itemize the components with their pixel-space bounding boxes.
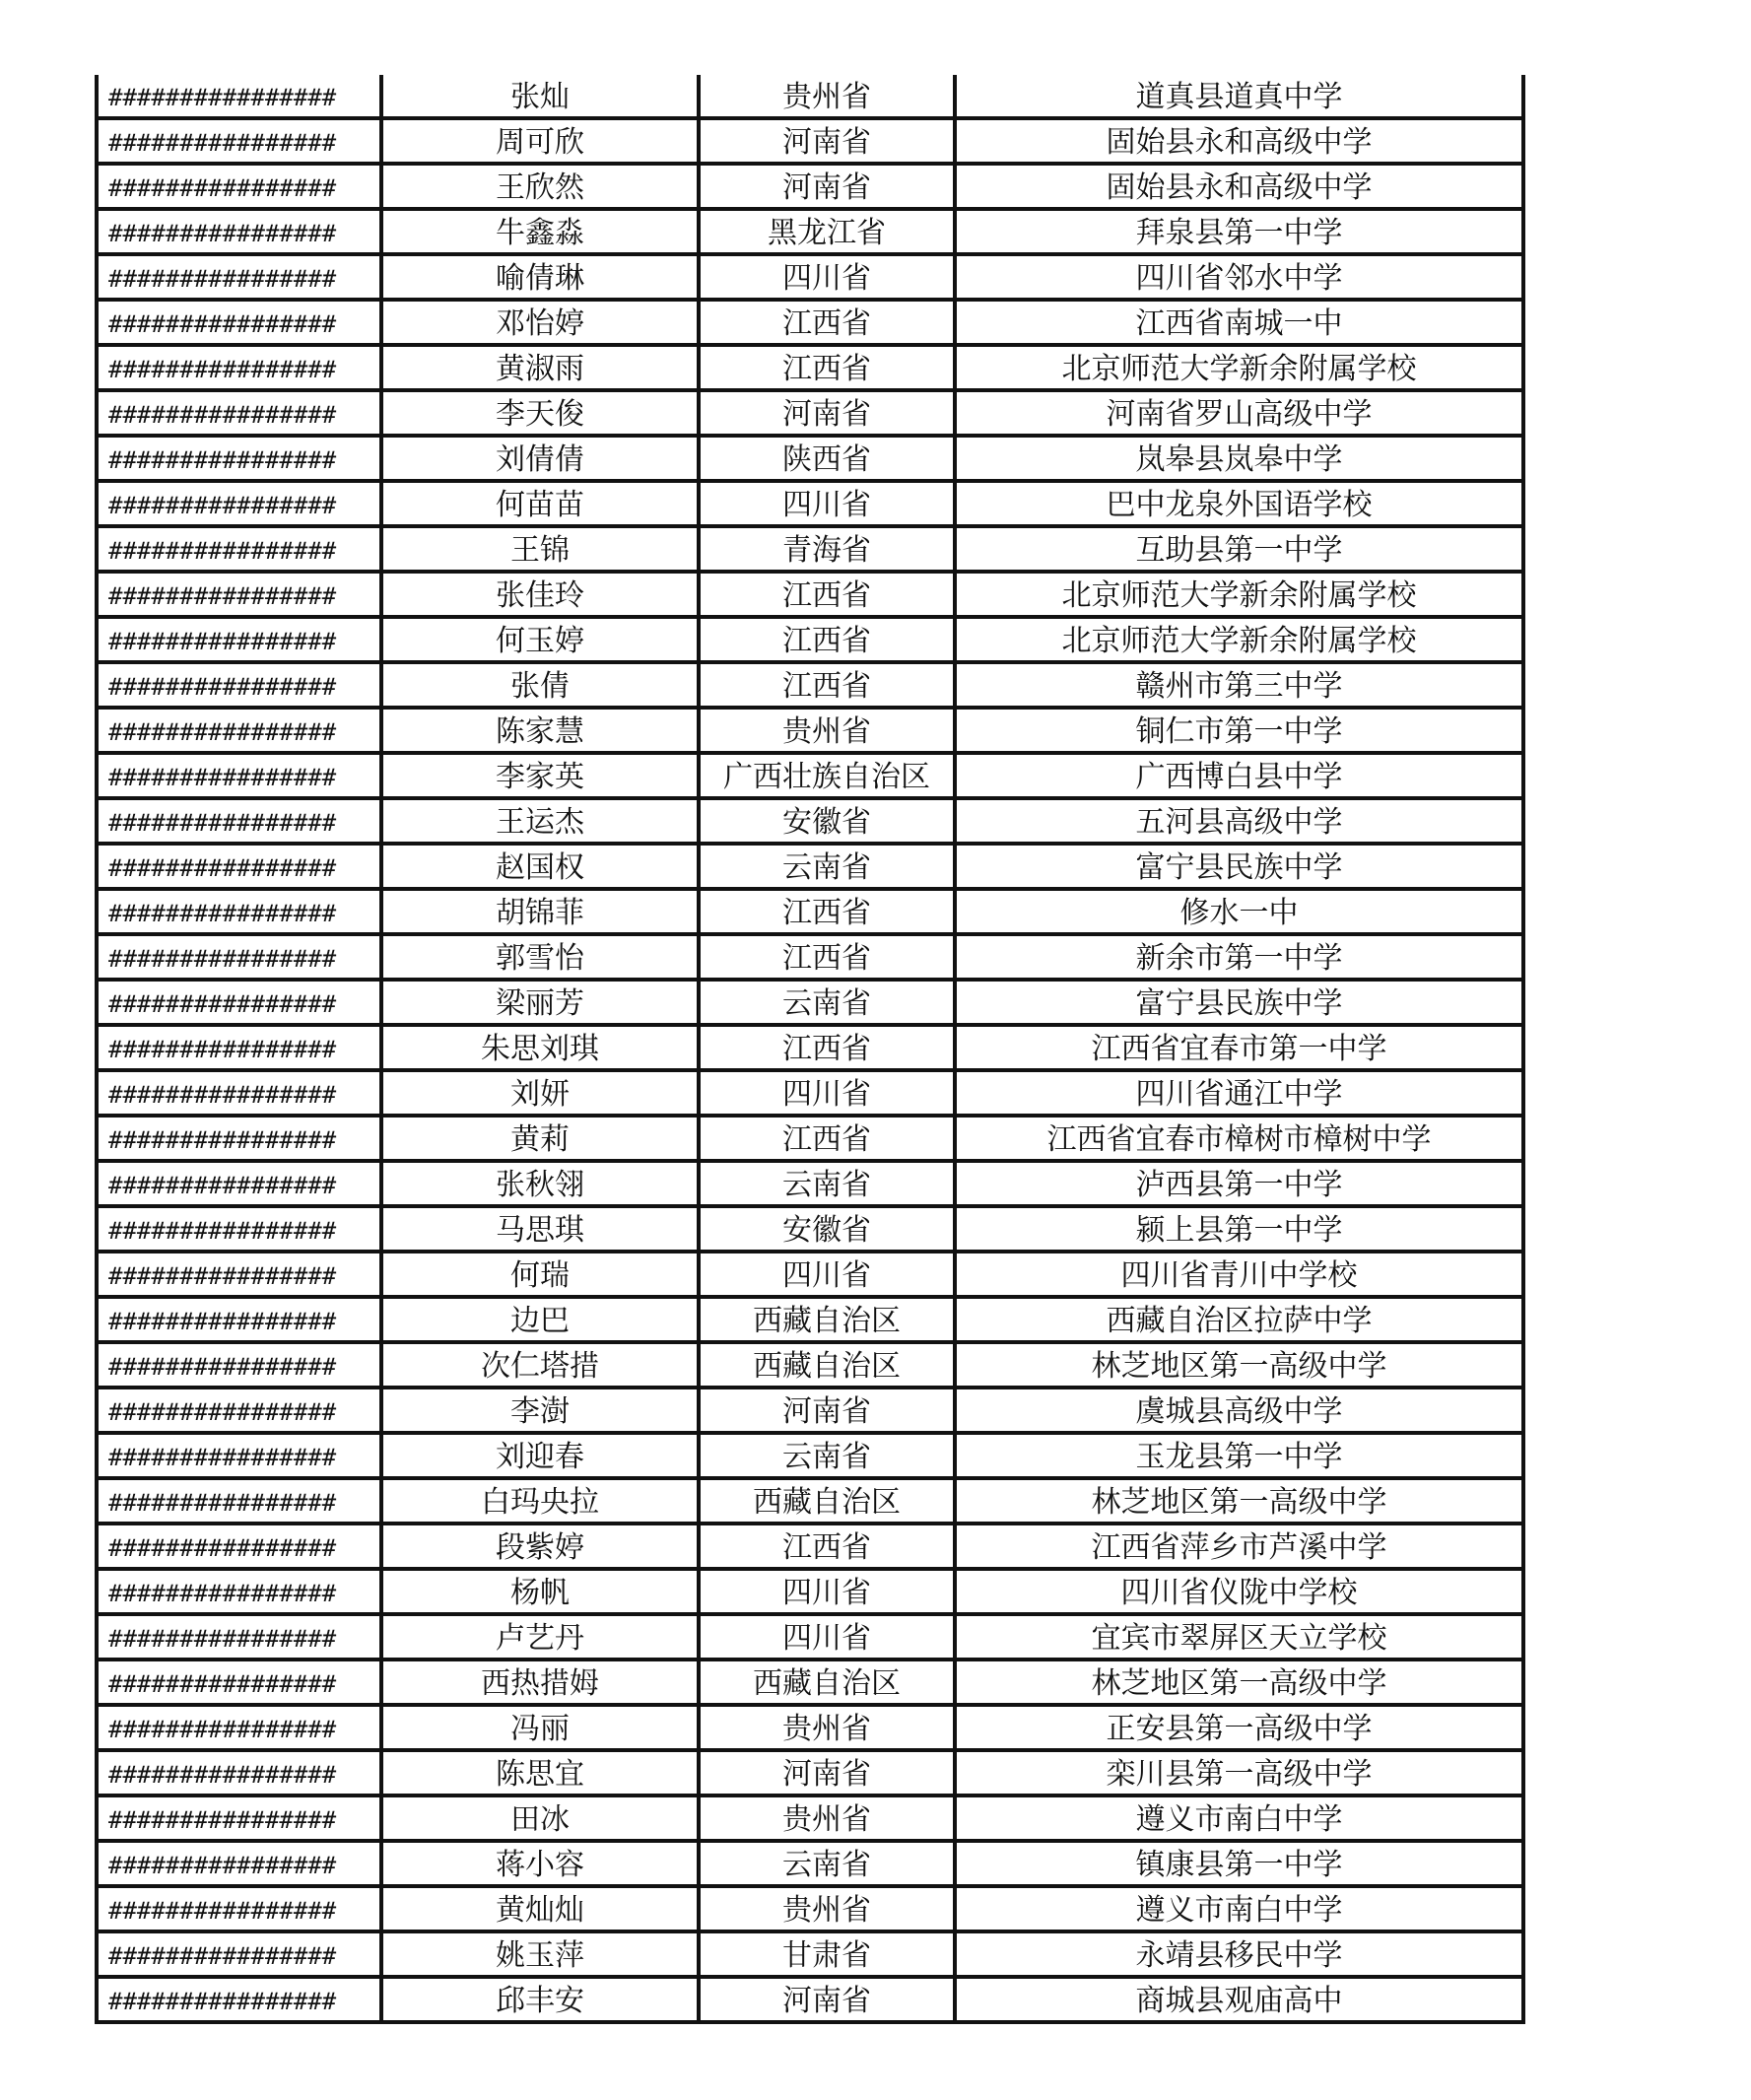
school-cell: 林芝地区第一高级中学 [955, 1478, 1523, 1524]
name-cell: 陈家慧 [381, 708, 699, 753]
table-row [97, 1977, 1523, 2022]
table-row [97, 300, 1523, 345]
name-cell: 王运杰 [381, 798, 699, 844]
school-cell: 固始县永和高级中学 [955, 164, 1523, 209]
province-cell: 贵州省 [699, 1886, 955, 1931]
name-cell: 刘倩倩 [381, 436, 699, 481]
table-row [97, 708, 1523, 753]
id-cell: ################ [97, 662, 381, 708]
province-cell: 甘肃省 [699, 1931, 955, 1977]
name-cell: 马思琪 [381, 1206, 699, 1252]
province-cell: 江西省 [699, 662, 955, 708]
province-cell: 云南省 [699, 1841, 955, 1886]
id-cell: ################ [97, 1252, 381, 1297]
name-cell: 边巴 [381, 1297, 699, 1342]
table-row [97, 209, 1523, 254]
id-cell: ################ [97, 390, 381, 436]
name-cell: 白玛央拉 [381, 1478, 699, 1524]
name-cell: 邓怡婷 [381, 300, 699, 345]
id-cell: ################ [97, 1569, 381, 1614]
id-cell: ################ [97, 345, 381, 390]
table-row [97, 1660, 1523, 1705]
id-cell: ################ [97, 1750, 381, 1795]
province-cell: 河南省 [699, 1750, 955, 1795]
province-cell: 青海省 [699, 526, 955, 572]
school-cell: 正安县第一高级中学 [955, 1705, 1523, 1750]
id-cell: ################ [97, 1524, 381, 1569]
province-cell: 安徽省 [699, 798, 955, 844]
roster-table [95, 75, 1525, 2024]
id-cell: ################ [97, 75, 381, 118]
name-cell: 杨帆 [381, 1569, 699, 1614]
school-cell: 拜泉县第一中学 [955, 209, 1523, 254]
table-row [97, 1705, 1523, 1750]
name-cell: 赵国权 [381, 844, 699, 889]
school-cell: 富宁县民族中学 [955, 980, 1523, 1025]
id-cell: ################ [97, 617, 381, 662]
province-cell: 陕西省 [699, 436, 955, 481]
table-row [97, 617, 1523, 662]
table-row [97, 1750, 1523, 1795]
id-cell: ################ [97, 209, 381, 254]
table-row [97, 798, 1523, 844]
name-cell: 黄淑雨 [381, 345, 699, 390]
school-cell: 修水一中 [955, 889, 1523, 934]
id-cell: ################ [97, 1660, 381, 1705]
name-cell: 次仁塔措 [381, 1342, 699, 1388]
province-cell: 西藏自治区 [699, 1478, 955, 1524]
id-cell: ################ [97, 844, 381, 889]
table-row [97, 1433, 1523, 1478]
name-cell: 张秋翎 [381, 1161, 699, 1206]
school-cell: 镇康县第一中学 [955, 1841, 1523, 1886]
id-cell: ################ [97, 1478, 381, 1524]
school-cell: 四川省通江中学 [955, 1070, 1523, 1116]
table-row [97, 75, 1523, 118]
id-cell: ################ [97, 753, 381, 798]
id-cell: ################ [97, 1705, 381, 1750]
name-cell: 邱丰安 [381, 1977, 699, 2022]
name-cell: 张倩 [381, 662, 699, 708]
table-row [97, 1070, 1523, 1116]
id-cell: ################ [97, 254, 381, 300]
school-cell: 北京师范大学新余附属学校 [955, 572, 1523, 617]
province-cell: 江西省 [699, 345, 955, 390]
id-cell: ################ [97, 889, 381, 934]
name-cell: 牛鑫淼 [381, 209, 699, 254]
table-row [97, 1931, 1523, 1977]
table-row [97, 1524, 1523, 1569]
name-cell: 蒋小容 [381, 1841, 699, 1886]
province-cell: 江西省 [699, 617, 955, 662]
province-cell: 西藏自治区 [699, 1660, 955, 1705]
table-row [97, 572, 1523, 617]
name-cell: 何苗苗 [381, 481, 699, 526]
table-row [97, 1342, 1523, 1388]
table-row [97, 1116, 1523, 1161]
id-cell: ################ [97, 798, 381, 844]
school-cell: 巴中龙泉外国语学校 [955, 481, 1523, 526]
province-cell: 江西省 [699, 300, 955, 345]
school-cell: 新余市第一中学 [955, 934, 1523, 980]
name-cell: 冯丽 [381, 1705, 699, 1750]
school-cell: 四川省邻水中学 [955, 254, 1523, 300]
school-cell: 宜宾市翠屏区天立学校 [955, 1614, 1523, 1660]
school-cell: 永靖县移民中学 [955, 1931, 1523, 1977]
province-cell: 河南省 [699, 1388, 955, 1433]
province-cell: 四川省 [699, 1614, 955, 1660]
name-cell: 何玉婷 [381, 617, 699, 662]
id-cell: ################ [97, 1388, 381, 1433]
id-cell: ################ [97, 1795, 381, 1841]
province-cell: 河南省 [699, 390, 955, 436]
school-cell: 河南省罗山高级中学 [955, 390, 1523, 436]
province-cell: 四川省 [699, 1070, 955, 1116]
id-cell: ################ [97, 934, 381, 980]
province-cell: 河南省 [699, 164, 955, 209]
school-cell: 江西省宜春市樟树市樟树中学 [955, 1116, 1523, 1161]
name-cell: 周可欣 [381, 118, 699, 164]
school-cell: 五河县高级中学 [955, 798, 1523, 844]
table-row [97, 1252, 1523, 1297]
name-cell: 胡锦菲 [381, 889, 699, 934]
school-cell: 江西省萍乡市芦溪中学 [955, 1524, 1523, 1569]
table-row [97, 1614, 1523, 1660]
table-row [97, 1297, 1523, 1342]
province-cell: 江西省 [699, 934, 955, 980]
id-cell: ################ [97, 1433, 381, 1478]
table-row [97, 390, 1523, 436]
province-cell: 贵州省 [699, 75, 955, 118]
table-row [97, 1478, 1523, 1524]
province-cell: 云南省 [699, 1161, 955, 1206]
school-cell: 玉龙县第一中学 [955, 1433, 1523, 1478]
id-cell: ################ [97, 300, 381, 345]
name-cell: 田冰 [381, 1795, 699, 1841]
name-cell: 姚玉萍 [381, 1931, 699, 1977]
id-cell: ################ [97, 1161, 381, 1206]
id-cell: ################ [97, 1297, 381, 1342]
province-cell: 贵州省 [699, 708, 955, 753]
id-cell: ################ [97, 980, 381, 1025]
school-cell: 北京师范大学新余附属学校 [955, 617, 1523, 662]
table-row [97, 481, 1523, 526]
province-cell: 西藏自治区 [699, 1342, 955, 1388]
name-cell: 李天俊 [381, 390, 699, 436]
table-row [97, 1795, 1523, 1841]
name-cell: 西热措姆 [381, 1660, 699, 1705]
name-cell: 梁丽芳 [381, 980, 699, 1025]
school-cell: 固始县永和高级中学 [955, 118, 1523, 164]
id-cell: ################ [97, 1886, 381, 1931]
roster-table-container [95, 75, 1521, 2024]
school-cell: 赣州市第三中学 [955, 662, 1523, 708]
id-cell: ################ [97, 1116, 381, 1161]
province-cell: 贵州省 [699, 1795, 955, 1841]
school-cell: 林芝地区第一高级中学 [955, 1660, 1523, 1705]
table-row [97, 1569, 1523, 1614]
id-cell: ################ [97, 1931, 381, 1977]
name-cell: 黄莉 [381, 1116, 699, 1161]
table-row [97, 436, 1523, 481]
province-cell: 西藏自治区 [699, 1297, 955, 1342]
id-cell: ################ [97, 118, 381, 164]
school-cell: 广西博白县中学 [955, 753, 1523, 798]
table-row [97, 753, 1523, 798]
school-cell: 铜仁市第一中学 [955, 708, 1523, 753]
table-row [97, 1161, 1523, 1206]
school-cell: 江西省宜春市第一中学 [955, 1025, 1523, 1070]
table-row [97, 662, 1523, 708]
school-cell: 富宁县民族中学 [955, 844, 1523, 889]
name-cell: 朱思刘琪 [381, 1025, 699, 1070]
province-cell: 四川省 [699, 1252, 955, 1297]
name-cell: 张佳玲 [381, 572, 699, 617]
table-row [97, 844, 1523, 889]
province-cell: 黑龙江省 [699, 209, 955, 254]
name-cell: 陈思宜 [381, 1750, 699, 1795]
province-cell: 江西省 [699, 1524, 955, 1569]
name-cell: 喻倩琳 [381, 254, 699, 300]
name-cell: 何瑞 [381, 1252, 699, 1297]
name-cell: 刘迎春 [381, 1433, 699, 1478]
province-cell: 江西省 [699, 889, 955, 934]
id-cell: ################ [97, 526, 381, 572]
province-cell: 广西壮族自治区 [699, 753, 955, 798]
province-cell: 江西省 [699, 1116, 955, 1161]
school-cell: 道真县道真中学 [955, 75, 1523, 118]
school-cell: 岚皋县岚皋中学 [955, 436, 1523, 481]
id-cell: ################ [97, 1025, 381, 1070]
name-cell: 王欣然 [381, 164, 699, 209]
school-cell: 北京师范大学新余附属学校 [955, 345, 1523, 390]
school-cell: 互助县第一中学 [955, 526, 1523, 572]
school-cell: 林芝地区第一高级中学 [955, 1342, 1523, 1388]
roster-table-body [97, 75, 1523, 2022]
id-cell: ################ [97, 1977, 381, 2022]
school-cell: 江西省南城一中 [955, 300, 1523, 345]
table-row [97, 1206, 1523, 1252]
school-cell: 遵义市南白中学 [955, 1795, 1523, 1841]
name-cell: 李澍 [381, 1388, 699, 1433]
table-row [97, 1025, 1523, 1070]
name-cell: 张灿 [381, 75, 699, 118]
school-cell: 四川省青川中学校 [955, 1252, 1523, 1297]
name-cell: 黄灿灿 [381, 1886, 699, 1931]
table-row [97, 118, 1523, 164]
table-row [97, 1886, 1523, 1931]
id-cell: ################ [97, 164, 381, 209]
id-cell: ################ [97, 708, 381, 753]
id-cell: ################ [97, 572, 381, 617]
school-cell: 遵义市南白中学 [955, 1886, 1523, 1931]
name-cell: 王锦 [381, 526, 699, 572]
name-cell: 李家英 [381, 753, 699, 798]
school-cell: 商城县观庙高中 [955, 1977, 1523, 2022]
table-row [97, 526, 1523, 572]
province-cell: 江西省 [699, 572, 955, 617]
name-cell: 郭雪怡 [381, 934, 699, 980]
school-cell: 颍上县第一中学 [955, 1206, 1523, 1252]
name-cell: 刘妍 [381, 1070, 699, 1116]
province-cell: 云南省 [699, 844, 955, 889]
table-row [97, 254, 1523, 300]
province-cell: 江西省 [699, 1025, 955, 1070]
school-cell: 栾川县第一高级中学 [955, 1750, 1523, 1795]
school-cell: 泸西县第一中学 [955, 1161, 1523, 1206]
table-row [97, 889, 1523, 934]
school-cell: 四川省仪陇中学校 [955, 1569, 1523, 1614]
id-cell: ################ [97, 1070, 381, 1116]
id-cell: ################ [97, 1342, 381, 1388]
province-cell: 四川省 [699, 481, 955, 526]
id-cell: ################ [97, 436, 381, 481]
province-cell: 云南省 [699, 1433, 955, 1478]
province-cell: 贵州省 [699, 1705, 955, 1750]
province-cell: 安徽省 [699, 1206, 955, 1252]
province-cell: 云南省 [699, 980, 955, 1025]
id-cell: ################ [97, 1841, 381, 1886]
id-cell: ################ [97, 1206, 381, 1252]
name-cell: 卢艺丹 [381, 1614, 699, 1660]
table-row [97, 345, 1523, 390]
table-row [97, 164, 1523, 209]
id-cell: ################ [97, 481, 381, 526]
school-cell: 西藏自治区拉萨中学 [955, 1297, 1523, 1342]
table-row [97, 934, 1523, 980]
table-row [97, 980, 1523, 1025]
province-cell: 河南省 [699, 118, 955, 164]
province-cell: 河南省 [699, 1977, 955, 2022]
province-cell: 四川省 [699, 254, 955, 300]
table-row [97, 1841, 1523, 1886]
id-cell: ################ [97, 1614, 381, 1660]
table-row [97, 1388, 1523, 1433]
name-cell: 段紫婷 [381, 1524, 699, 1569]
province-cell: 四川省 [699, 1569, 955, 1614]
school-cell: 虞城县高级中学 [955, 1388, 1523, 1433]
